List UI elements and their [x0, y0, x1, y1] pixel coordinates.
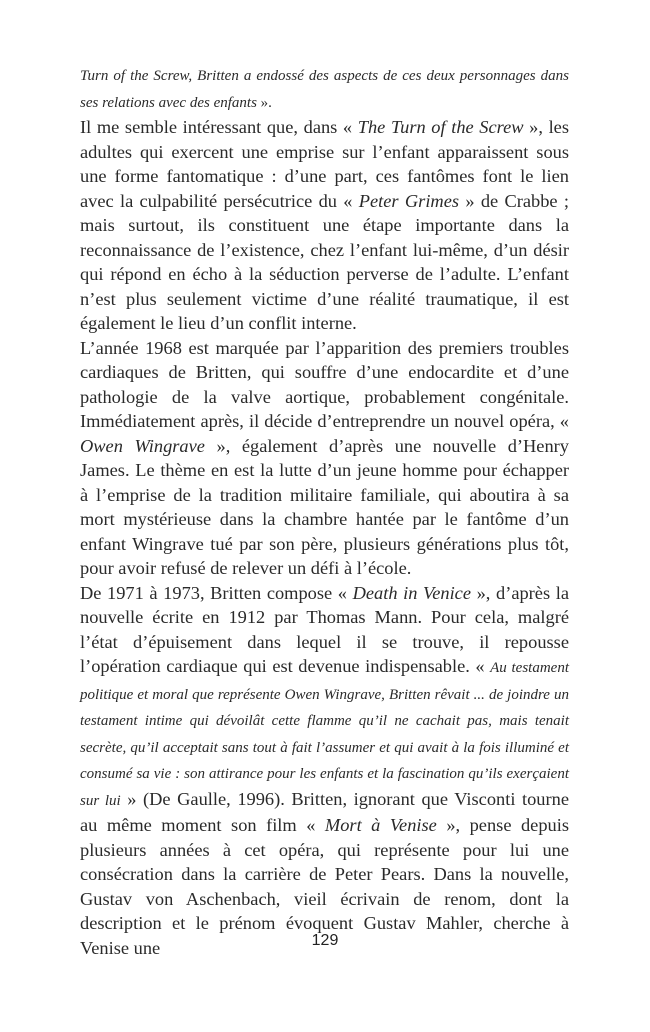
italic-run: Death in Venice	[352, 582, 472, 603]
text-run: », d’après la nouvelle écrite en 1912 par Thomas Mann. Pour cela, malgré l’état d’épuisement dans lequel il se trouve, il repousse l’opération cardiaque qui est devenue indispensable. «	[80, 582, 569, 676]
paragraph	[80, 62, 569, 115]
text-run: », les adultes qui exercent une emprise sur l’enfant apparaissent sous une forme fantomatique : d’une part, ces fantômes font le lien avec la culpabilité persécutrice du «	[80, 117, 569, 211]
text-run: », également d’après une nouvelle d’Henry James. Le thème en est la lutte d’un jeune homme pour échapper à l’emprise de la tradition militaire familiale, qui aboutira à sa mort mystérieuse dans la chambre hantée par le fantôme d’un enfant Wingrave tué par son père, plusieurs générations plus tôt, pour avoir refusé de relever un défi à l’école.	[80, 435, 569, 578]
italic-run: Peter Grimes	[358, 190, 460, 211]
italic-run: Turn of the Screw	[80, 68, 189, 84]
text-run: L’année 1968 est marquée par l’apparition des premiers troubles cardiaques de Britten, qui souffre d’une endocardite et d’une pathologie de la valve aortique, probablement congénitale. Immédiatement après, il décide d’entreprendre un nouvel opéra, «	[80, 337, 569, 431]
paragraph	[80, 581, 569, 961]
italic-run: , Britten a endossé des aspects de ces deux personnages dans ses relations avec des enfants	[80, 68, 569, 111]
italic-run: Au testament politique et moral que représente Owen Wingrave, Britten rêvait ... de joindre un testament intime qui dévoilât cette flamme qu’il ne cachait pas, mais tenait secrète, qu’il acceptait sans tout à fait l’assumer et qui avait à la fois illuminé et consumé sa vie : son attirance pour les enfants et la fascination qu’ils exerçaient sur lui	[80, 660, 569, 809]
body-text	[80, 62, 569, 960]
page-number: 129	[311, 932, 339, 949]
text-run: Il me semble intéressant que, dans «	[80, 117, 358, 137]
italic-run: The Turn of the Screw	[357, 117, 524, 137]
italic-run: Owen Wingrave	[80, 435, 205, 456]
italic-run: Mort à Venise	[324, 815, 437, 835]
text-run: ».	[256, 94, 272, 111]
paragraph	[80, 336, 569, 581]
text-run: De 1971 à 1973, Britten compose «	[80, 582, 353, 603]
text-run: » de Crabbe ; mais surtout, ils constituent une étape importante dans la reconnaissance de l’existence, chez l’enfant lui-même, d’un désir qui répond en écho à la séduction perverse de l’adulte. L’enfant n’est plus seulement victime d’une réalité traumatique, il est également le lieu d’un conflit interne.	[80, 190, 569, 333]
paragraph	[80, 115, 569, 336]
text-run: » (De Gaulle, 1996). Britten, ignorant que Visconti tourne au même moment son film «	[80, 788, 569, 835]
text-run: », pense depuis plusieurs années à cet opéra, qui représente pour lui une consécration dans la carrière de Peter Pears. Dans la nouvelle, Gustav von Aschenbach, vieil écrivain de renom, dont la description et le prénom évoquent Gustav Mahler, cherche à Venise une	[80, 815, 569, 958]
